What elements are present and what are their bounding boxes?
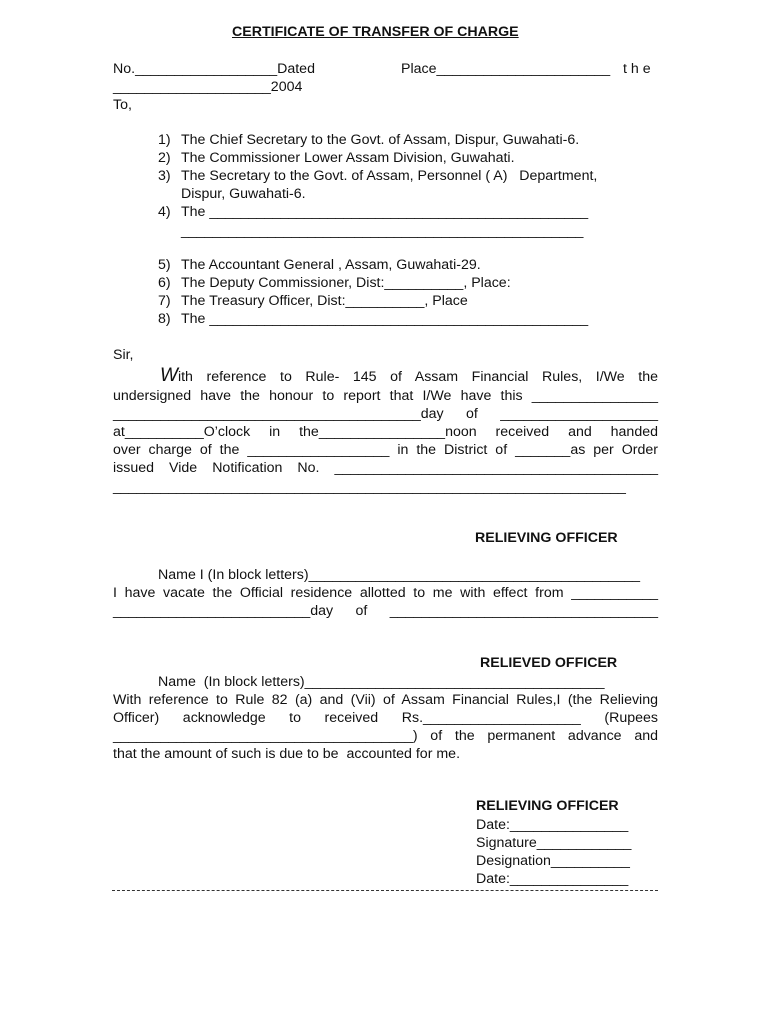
designation-line: Designation__________ — [476, 853, 630, 869]
signature-line: Signature____________ — [476, 835, 632, 851]
place-line: Place______________________ — [401, 61, 611, 77]
recipient-text: The Commissioner Lower Assam Division, Guwahati. — [181, 150, 515, 166]
recipient-text: ___________________________________________________ — [181, 223, 584, 239]
recipient-text: The Secretary to the Govt. of Assam, Personnel ( A) Department, — [181, 168, 598, 184]
date-line-2: Date:_______________ — [476, 871, 629, 887]
recipient-num: 4) — [158, 204, 171, 220]
section3-line-2: With reference to Rule 82 (a) and (Vii) of Assam Financial Rules,I (the Relieving — [113, 692, 658, 708]
section3-line-3: Officer) acknowledge to received Rs.____________________ (Rupees — [113, 710, 658, 726]
salutation: Sir, — [113, 347, 134, 363]
body-line-2: undersigned have the honour to report that I/We have this ________________ — [113, 388, 658, 404]
drop-cap: W — [160, 365, 178, 386]
vacate-residence-line: I have vacate the Official residence allotted to me with effect from ___________ — [113, 585, 658, 601]
name-block-letters-line: Name I (In block letters)__________________________________________ — [158, 567, 640, 583]
recipient-text: Dispur, Guwahati-6. — [181, 186, 306, 202]
recipient-text: The Treasury Officer, Dist:__________, Place — [181, 293, 468, 309]
body-line-5: over charge of the __________________ in the District of _______as per Order — [113, 442, 658, 458]
recipient-num: 1) — [158, 132, 171, 148]
dashed-divider — [112, 890, 658, 891]
recipient-num: 7) — [158, 293, 171, 309]
recipient-text: The Deputy Commissioner, Dist:__________, Place: — [181, 275, 511, 291]
recipient-text: The Chief Secretary to the Govt. of Assam, Dispur, Guwahati-6. — [181, 132, 580, 148]
section3-line-4: ______________________________________) of the permanent advance and — [113, 728, 658, 744]
vacate-day-line: _________________________day of __________________________________ — [113, 603, 658, 619]
date-line: Date:_______________ — [476, 817, 629, 833]
document-title: CERTIFICATE OF TRANSFER OF CHARGE — [232, 24, 519, 40]
recipient-num: 8) — [158, 311, 171, 327]
relieved-officer-heading: RELIEVED OFFICER — [480, 655, 618, 671]
body-line-7: _________________________________________________________________ — [113, 479, 626, 495]
recipient-text: The ________________________________________________ — [181, 311, 589, 327]
relieving-officer-heading-2: RELIEVING OFFICER — [476, 798, 619, 814]
number-dated-line: No.__________________Dated — [113, 61, 315, 77]
body-line-1-text: ith reference to Rule- 145 of Assam Financial Rules, I/We the — [177, 369, 658, 385]
recipient-text: The ________________________________________________ — [181, 204, 589, 220]
to-label: To, — [113, 97, 132, 113]
recipient-num: 6) — [158, 275, 171, 291]
year-line: ____________________2004 — [113, 79, 303, 95]
relieving-officer-heading: RELIEVING OFFICER — [475, 530, 618, 546]
name-block-letters-line-2: Name (In block letters)______________________________________ — [158, 674, 605, 690]
body-line-4: at__________O’clock in the________________noon received and handed — [113, 424, 658, 440]
recipient-text: The Accountant General , Assam, Guwahati-29. — [181, 257, 481, 273]
the-word: t h e — [623, 61, 651, 77]
body-line-6: issued Vide Notification No. _________________________________________ — [113, 460, 658, 476]
section3-line-5: that the amount of such is due to be accounted for me. — [113, 746, 461, 762]
recipient-num: 5) — [158, 257, 171, 273]
recipient-num: 3) — [158, 168, 171, 184]
recipient-num: 2) — [158, 150, 171, 166]
body-line-3: _______________________________________day of ____________________ — [113, 406, 658, 422]
body-line-1 — [160, 367, 658, 386]
